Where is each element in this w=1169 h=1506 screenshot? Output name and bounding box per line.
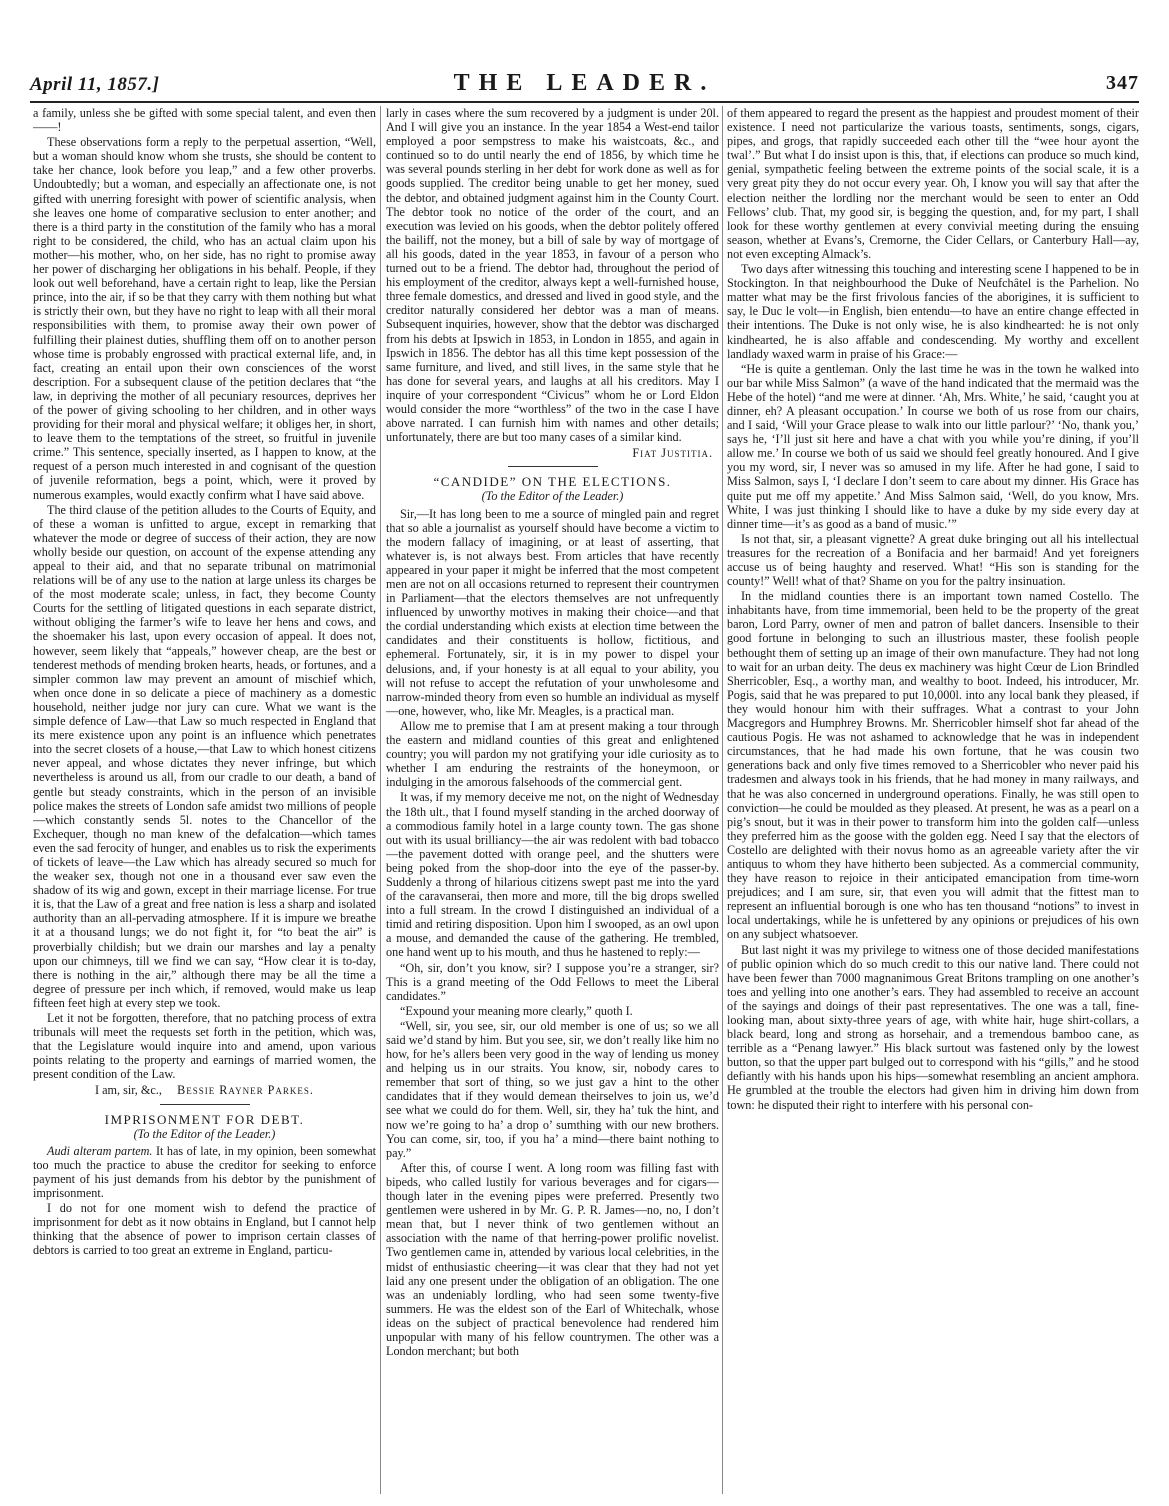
column-divider bbox=[380, 106, 381, 1494]
column-1 bbox=[33, 106, 376, 1494]
paragraph: Two days after witnessing this touching and interesting scene I happened to be in Stockington. In that neighbourhood the Duke of Neufchâtel is the Parhelion. No matter what may be the first frivolous fancies of the aborigines, it is sufficient to say, le Duc le volt—in English, bien entendu—to have an entire change effected in their intentions. The Duke is not only wise, he is also kindhearted: he is not only kindhearted, he is also affable and condescending. My worthy and excellent landlady waxed warm in praise of his Grace:— bbox=[727, 262, 1139, 361]
article-subheading: (To the Editor of the Leader.) bbox=[133, 1126, 276, 1141]
paragraph: “Oh, sir, don’t you know, sir? I suppose you’re a stranger, sir? This is a grand meeting of the Odd Fellows to meet the Liberal candidates.” bbox=[386, 960, 719, 1003]
paragraph: It was, if my memory deceive me not, on the night of Wednesday the 18th ult., that I found myself standing in the arched doorway of a commodious family hotel in a large county town. The gas shone out with its usual brilliancy—the air was redolent with bad tobacco—the pavement dotted with orange peel, and the shutters were being poked from the shop-door into the eye of the passer-by. Suddenly a throng of hilarious citizens swept past me into the yard of the caravanserai, then more and more, till the big drops swelled into a full stream. In the crowd I distinguished an individual of a timid and retiring disposition. Upon him I swooped, as an owl upon a mouse, and demanded the cause of the gathering. He trembled, one hand went up to his mouth, and thus he hastened to reply:— bbox=[386, 790, 719, 960]
paragraph: These observations form a reply to the perpetual assertion, “Well, but a woman should know whom she trusts, she should be content to take her chance, look before you leap,” and a few other proverbs. Undoubtedly; but a woman, and especially an affectionate one, is not gifted with unerring foresight with power of scientific analysis, when she leaves one home of comparative seclusion to enter another; and there is a third party in the constitution of the family who has a moral right to be considered, the child, who has an actual claim upon his mother—his mother, who, on her side, has no right to promise away her power of discharging her obligations in his behalf. People, if they look out well beforehand, have a certain right to leap, like the Persian prince, into the air, if so be that they carry with them nothing but what is strictly their own, but they have no right to leap with all their moral responsibilities with them, to promise away their own power of fulfilling their plainest duties, shuffling them off on to another person whose time is probably engrossed with practical external life, and, in fact, creating an entail upon their own consciences of the worst description. For a subsequent clause of the petition declares that “the law, in depriving the mother of all pecuniary resources, deprives her of the power of giving schooling to her children, and in other ways providing for their moral and physical welfare; it obliges her, in short, to leave them to the temptations of the street, so fruitful in juvenile crime.” This sentence, specially inserted, as I happen to know, at the request of a person much interested in and cognisant of the question of juvenile reformation, begs a point, which, were it proved by numerous examples, would exactly confirm what I have said above. bbox=[33, 135, 376, 502]
section-rule bbox=[160, 1104, 250, 1105]
paragraph: “Expound your meaning more clearly,” quoth I. bbox=[400, 1003, 633, 1018]
letter-signature bbox=[33, 1083, 376, 1097]
paragraph: The third clause of the petition alludes to the Courts of Equity, and of these a woman is unfitted to argue, except in remarking that whatever the mode or degree of success of their action, they are now wholly beside our question, on account of the expense attending any appeal to their aid, and that no separate tribunal on matrimonial relations will be of any use to the nation at large unless its charges be of the most moderate scale; unless, in fact, they become County Courts for the settling of litigated questions in each separate district, without obliging the farmer’s wife to leave her hens and cows, and the shoemaker his last, upon every occasion of appeal. It does not, however, seem likely that “appeals,” however cheap, are the best or tenderest methods of mending broken hearts, heads, or fortunes, and a simpler common law may prevent an amount of mischief which, when once done in so delicate a piece of machinery as a domestic household, neither judge nor jury can cure. What we want is the simple defence of Law—that Law so much respected in England that its mere existence upon any point is an influence which penetrates into the secret closets of a house,—that Law to which honest citizens never appeal, and whose dictates they never infringe, but which nevertheless is around us all, from our cradle to our death, a band of gentle but steady constraints, which in the person of an invisible police makes the streets of London safe amidst two millions of people—which constantly sends 5l. notes to the Chancellor of the Exchequer, though no man knew of the defalcation—which tames even the sad ferocity of hunger, and enables us to risk the experiments of tickets of leave—the Law which has already secured so much for the weaker sex, though not one in a thousand ever saw even the shadow of its wig and gown, except in their marriage license. For true it is, that the Law of a great and free nation is less a sharp and isolated authority than an all-pervading atmosphere. If it is impure we breathe it at a thousand lungs; we do not fight it, for “to beat the air” is proverbially childish; but we drain our marshes and lay a penalty upon our chimneys, till we find we can say, “How clear it is to-day, there is nothing in the air,” although there may be all the time a degree of pressure per inch which, if removed, would make us leap fifteen feet high at every step we took. bbox=[33, 502, 376, 1010]
paragraph: After this, of course I went. A long room was filling fast with bipeds, who called lustily for various beverages and for cigars—though later in the evening pipes were preferred. Presently two gentlemen were ushered in by Mr. G. P. R. James—no, no, I don’t mean that, but I never think of two gentlemen without an association with the name of that herring-power prolific novelist. Two gentlemen came in, attended by various local celebrities, in the midst of enthusiastic cheering—it was clear that they had not yet laid any one present under the obligation of an obligation. The one was an undeniably lordling, who had seen some twenty-five summers. He was the eldest son of the Earl of Whitechalk, whose ideas on the subject of practical benevolence had rendered him unpopular with many of his fellow countrymen. The other was a London merchant; but both bbox=[386, 1160, 719, 1359]
paragraph: “He is quite a gentleman. Only the last time he was in the town he walked into our bar while Miss Salmon” (a wave of the hand indicated that the mermaid was the Hebe of the hotel) “and me were at dinner. ‘Ah, Mrs. White,’ he said, ‘caught you at dinner, eh? A pleasant occupation.’ In course we both of us rose from our chairs, and I said, ‘Will your Grace please to walk into our little parlour?’ ‘No, thank you,’ says he, ‘I’ll just sit here and have a chat with you while you’re dining, if you’ll allow me.’ In course we both of us said we should feel greatly honoured. And I give you my word, sir, I never was so amused in my life. After he had gone, I said to Miss Salmon, says I, ‘I declare I don’t seem to care about my dinner. His Grace has quite put me off my appetite.’ And Miss Salmon said, ‘Well, do you know, Mrs. White, I was just thinking I should like to have a duke by my side every day at dinner time—it’s as good as a band of music.’” bbox=[727, 361, 1139, 531]
column-3 bbox=[727, 106, 1139, 1494]
paragraph: Sir,—It has long been to me a source of mingled pain and regret that so able a journalist as yourself should have become a victim to the modern fallacy of imagining, or at least of asserting, that whatever is, is not always best. From articles that have recently appeared in your paper it might be inferred that the most competent men are not on all occasions returned to represent their countrymen in Parliament—that the electors themselves are not unfrequently influenced by unworthy motives in making their choice—and that the cordial understanding which exists at election time between the candidates and their constituents is hollow, fictitious, and ephemeral. Fortunately, sir, it is in my power to dispel your delusions, and, if your honesty is at all equal to your ability, you will not refuse to accept the refutation of your unwholesome and narrow-minded theory from even so humble an individual as myself—one, however, who, like Mr. Meagles, is a practical man. bbox=[386, 506, 719, 718]
paragraph: Is not that, sir, a pleasant vignette? A great duke bringing out all his intellectual treasures for the recreation of a Bonifacia and her barmaid! And yet foreigners accuse us of being haughty and reserved. What! “His son is standing for the county!” Well! what of that? Shame on you for the paltry insinuation. bbox=[727, 531, 1139, 589]
article-heading: IMPRISONMENT FOR DEBT. bbox=[104, 1111, 305, 1127]
paragraph: But last night it was my privilege to witness one of those decided manifestations of public opinion which do so much credit to this our native land. There could not have been fewer than 7000 magnanimous Great Britons trampling on one another’s toes and yelling into one another’s ears. They had assembled to receive an account of the sayings and doings of their past representatives. The one was a tall, fine-looking man, about sixty-three years of age, with white hair, huge shirt-collars, a black beard, long and strong as horsehair, and a tremendous bamboo cane, as terrible as a “Penang lawyer.” His black surtout was fastened only by the lowest button, so that the upper part bulged out to correspond with his “gills,” and he stood defiantly with his hands upon his hips—somewhat resembling an ancient amphora. He grumbled at the trouble the electors had given him in driving him down from town: he disputed their right to interfere with his personal con- bbox=[727, 942, 1139, 1112]
paragraph: I do not for one moment wish to defend the practice of imprisonment for debt as it now obtains in England, but I cannot help thinking that the absence of power to imprison certain classes of debtors is carried to too great an extreme in England, particu- bbox=[33, 1201, 376, 1258]
column-2 bbox=[386, 106, 719, 1494]
section-rule bbox=[508, 466, 598, 467]
paragraph-text: It has of late, in my opinion, been somewhat too much the practice to abuse the creditor for seeking to enforce payment of his just demands from his debtor by the punishment of imprisonment. bbox=[33, 1143, 376, 1201]
letter-signature: Fiat Justitia. bbox=[632, 446, 713, 461]
signature-name: Bessie Rayner Parkes. bbox=[177, 1083, 314, 1098]
page-number: 347 bbox=[1106, 72, 1139, 94]
paragraph: of them appeared to regard the present as the happiest and proudest moment of their existence. I need not particularize the various toasts, sentiments, songs, cigars, pipes, and grogs, that rapidly succeeded each other till the “wee hour ayont the twal’.” But what I do insist upon is this, that, if elections can produce so much kind, genial, sympathetic feeling between the extreme points of the social scale, it is a very great pity they do not occur every year. Oh, I know you will say that after the election neither the lordling nor the merchant would be seen to enter an Odd Fellows’ club. That, my good sir, is begging the question, and, for my part, I shall look for these worthy gentlemen at every convivial meeting during the ensuing season, whether at Evans’s, Cremorne, the Cider Cellars, or Canterbury Hall—ay, not even excepting Almack’s. bbox=[727, 106, 1139, 261]
latin-phrase: Audi alteram partem. bbox=[47, 1143, 153, 1158]
issue-date: April 11, 1857.] bbox=[30, 74, 160, 95]
paragraph: larly in cases where the sum recovered by a judgment is under 20l. And I will give you an instance. In the year 1854 a West-end tailor employed a poor sempstress to make his waistcoats, &c., and continued so to do until nearly the end of 1856, by which time he was several pounds sterling in her debt for work done as well as for goods supplied. The creditor being unable to get her money, sued the debtor, and obtained judgment against him in the County Court. The debtor took no notice of the order of the court, and an execution was levied on his goods, when the debtor politely offered the bailiff, not the money, but a bill of sale by way of mortgage of all his goods, dated in the year 1853, in favour of a person who turned out to be a friend. The debtor had, throughout the period of his employment of the creditor, always kept a well-furnished house, three female domestics, and dressed and lived in good style, and the creditor naturally considered her debtor was a man of means. Subsequent inquiries, however, show that the debtor was discharged from his debts at Ipswich in 1853, in London in 1855, and again in Ipswich in 1856. The debtor has all this time kept possession of the same furniture, and lived, and still lives, in the same style that he has done for several years, and laughs at all his creditors. May I inquire of your correspondent “Civicus” whom he or Lord Eldon would consider the more “worthless” of the two in the case I have above narrated. I can furnish him with names and other details; unfortunately, there are but too many cases of a similar kind. bbox=[386, 106, 719, 445]
paragraph: Allow me to premise that I am at present making a tour through the eastern and midland counties of this great and enlightened country; you will pardon my not gratifying your idle curiosity as to whether I am enduring the restraints of the honeymoon, or indulging in the amorous falsehoods of the commercial gent. bbox=[386, 718, 719, 790]
paragraph: Let it not be forgotten, therefore, that no patching process of extra tribunals will meet the requests set forth in the petition, which was, that the Legislature would inquire into and amend, upon various points relating to the property and earnings of married women, the present condition of the Law. bbox=[33, 1011, 376, 1082]
article-heading: “CANDIDE” ON THE ELECTIONS. bbox=[433, 474, 672, 490]
column-divider bbox=[722, 106, 723, 1494]
signature-prefix: I am, sir, &c., bbox=[95, 1083, 162, 1098]
masthead-rule bbox=[30, 101, 1139, 103]
paragraph: a family, unless she be gifted with some special talent, and even then——! bbox=[33, 106, 376, 135]
paragraph: In the midland counties there is an important town named Costello. The inhabitants have, from time immemorial, been held to be the property of the great baron, Lord Parry, owner of men and patron of ballet dancers. Insensible to their good fortune in belonging to such an illustrious master, these foolish people bethought them of setting up an image of their own manufacture. They had not long to wait for an urban deity. The deus ex machinery was hight Cœur de Lion Brindled Sherricobler, Esq., a worthy man, and wealthy to boot. Indeed, his introducer, Mr. Pogis, said that he was prepared to put 10,000l. into any local bank they pleased, if they would honour him with their suffrages. What a contrast to your John Macgregors and Humphrey Browns. Mr. Sherricobler himself shot far ahead of the cautious Pogis. He was not ashamed to acknowledge that he was in independent circumstances, that he had made his own fortune, that he was cousin two generations back and only five times removed to a Sherricobler who never paid his tradesmen and always took in his friends, that he had money in many railways, and that he was also concerned in underground operations. Finally, he was still open to conviction—he could be moulded as they pleased. At present, he was as a pearl on a pig’s snout, but it was in their power to transform him into the golden calf—unless they preferred him as the goose with the golden egg. Need I say that the electors of Costello are delighted with their novus homo as an agreeable variety after the vir antiquus to whom they have hitherto been subjected. As a commercial community, they have reason to rejoice in their anticipated emancipation from time-worn prejudices; and I am sure, sir, that even you will admit that the fittest man to represent an influential borough is one who has ten thousand “notions” to invest in local undertakings, while he is unfettered by any opinions or prejudices of his own on any subject whatsoever. bbox=[727, 589, 1139, 942]
article-subheading: (To the Editor of the Leader.) bbox=[481, 489, 624, 504]
paragraph: “Well, sir, you see, sir, our old member is one of us; so we all said we’d stand by him. But you see, sir, we don’t really like him no how, for he’s allers been very good in the way of lending us money and helping us in our straits. You know, sir, nobody cares to remember that sort of thing, so we just gav a hint to the other candidates that if they would demean theirselves to join us, we’d see what we could do for them. Well, sir, they ha’ tuk the hint, and now we’re going to ha’ a drop o’ sumthing with our new brothers. You can come, sir, too, if you ha’ a mind—there baint nothing to pay.” bbox=[386, 1018, 719, 1160]
masthead bbox=[30, 68, 1139, 102]
paragraph bbox=[33, 1144, 376, 1200]
publication-title: THE LEADER. bbox=[453, 70, 716, 96]
